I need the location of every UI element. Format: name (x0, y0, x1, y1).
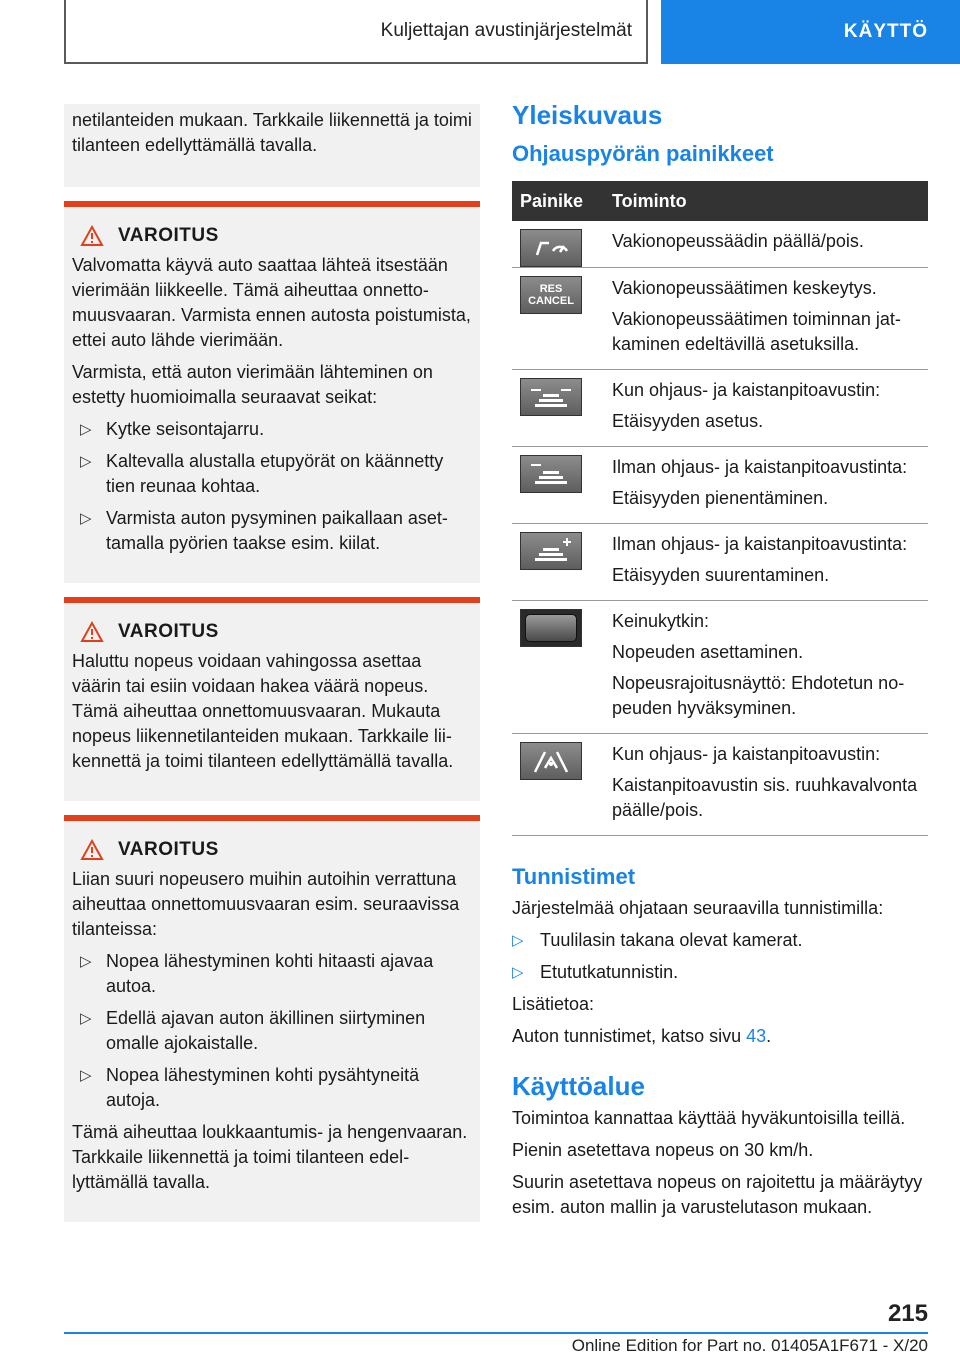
usage-text: Pienin asetettava nopeus on 30 km/h. (512, 1140, 814, 1160)
warning-title: VAROITUS (118, 225, 219, 246)
warning-paragraph: Haluttu nopeus voidaan vahingossa asettaa väärin tai esiin voidaan hakea väärä nopeus. Tämä aiheuttaa onnettomuusvaaran. Mukauta nopeus liikennetilanteiden mukaan. Tarkkaile liikennettä ja toimi tilanteen edellyttämällä tavalla. (72, 651, 454, 771)
rocker-switch-icon (520, 609, 582, 647)
list-item: ▷ Nopea lähestyminen kohti hitaasti ajavaa autoa. (80, 951, 434, 996)
list-item: ▷ Nopea lähestyminen kohti pysähtyneitä autoja. (80, 1065, 420, 1110)
distance-icon (520, 378, 582, 416)
triangle-bullet-icon: ▷ (80, 421, 92, 438)
heading-overview: Yleiskuvaus (512, 100, 663, 130)
warning-paragraph: Tämä aiheuttaa loukkaantumis- ja hengenvaaran. Tarkkaile liikennettä ja toimi tilanteen edellyttämällä tavalla. (72, 1122, 468, 1192)
triangle-bullet-icon: ▷ (80, 1010, 92, 1027)
triangle-bullet-icon: ▷ (80, 453, 92, 470)
footer-divider (64, 1332, 928, 1334)
sensors-intro: Järjestelmää ohjataan seuraavilla tunnistimilla: (512, 898, 884, 918)
table-row: Vakionopeussäädin päällä/pois. (512, 221, 928, 268)
usage-text: Suurin asetettava nopeus on rajoitettu ja määräytyy esim. auton mallin ja varustelutason mukaan. (512, 1172, 923, 1217)
warning-title: VAROITUS (118, 839, 219, 860)
table-row: Ilman ohjaus- ja kaistanpitoavustinta: Etäisyyden suurentaminen. (512, 524, 928, 601)
footer-edition: Online Edition for Part no. 01405A1F671 - X/20 (571, 1336, 928, 1355)
triangle-bullet-icon: ▷ (80, 510, 92, 527)
distance-minus-icon (520, 455, 582, 493)
warning-triangle-icon (80, 621, 104, 643)
list-item: ▷ Tuulilasin takana olevat kamerat. (512, 928, 928, 953)
cruise-control-icon (520, 229, 582, 267)
more-info-text: Auton tunnistimet, katso sivu 43. (512, 1026, 772, 1046)
triangle-bullet-icon: ▷ (512, 964, 524, 981)
more-info-label: Lisätietoa: (512, 994, 595, 1014)
left-column (64, 104, 480, 1222)
table-row: Ilman ohjaus- ja kaistanpitoavustinta: Etäisyyden pienentäminen. (512, 447, 928, 524)
heading-sensors: Tunnistimet (512, 864, 636, 889)
table-row: Kun ohjaus- ja kaistanpitoavustin: Kaistanpitoavustin sis. ruuhkavalvonta päälle/pois. (512, 734, 928, 836)
warning-triangle-icon (80, 839, 104, 861)
table-row: Keinukytkin: Nopeuden asettaminen. Nopeusrajoitusnäyttö: Ehdotetun nopeuden hyväksyminen. (512, 601, 928, 734)
continued-text-box (64, 104, 480, 187)
warning-paragraph: Varmista, että auton vierimään lähteminen on estetty huomioimalla seuraavat seikat: (72, 362, 433, 407)
list-item: ▷ Edellä ajavan auton äkillinen siirtyminen omalle ajokaistalle. (80, 1008, 426, 1053)
triangle-bullet-icon: ▷ (80, 1067, 92, 1084)
chapter-tab: KÄYTTÖ (661, 0, 960, 64)
distance-plus-icon (520, 532, 582, 570)
warning-triangle-icon (80, 225, 104, 247)
buttons-table (512, 181, 928, 836)
warning-paragraph: Liian suuri nopeusero muihin autoihin verrattuna aiheuttaa onnettomuusvaaran esim. seuraavissa tilanteissa: (72, 869, 460, 939)
warning-list (72, 417, 472, 556)
usage-text: Toimintoa kannattaa käyttää hyväkuntoisilla teillä. (512, 1108, 906, 1128)
list-item: ▷ Etututkatunnistin. (512, 960, 928, 985)
list-item: ▷ Kaltevalla alustalla etupyörät on käännetty tien reunaa kohtaa. (80, 451, 444, 496)
table-header: Toiminto (604, 181, 928, 221)
triangle-bullet-icon: ▷ (80, 953, 92, 970)
warning-box-3 (64, 815, 480, 1222)
res-cancel-icon: RES CANCEL (520, 276, 582, 314)
table-row: Kun ohjaus- ja kaistanpitoavustin: Etäisyyden asetus. (512, 370, 928, 447)
list-item: ▷ Varmista auton pysyminen paikallaan asettamalla pyörien taakse esim. kiilat. (80, 508, 448, 553)
triangle-bullet-icon: ▷ (512, 932, 524, 949)
page-number: 215 (887, 1300, 928, 1327)
warning-box-1 (64, 201, 480, 583)
right-column (512, 100, 928, 1227)
lane-assist-icon (520, 742, 582, 780)
table-header: Painike (512, 181, 604, 221)
warning-paragraph: Valvomatta käyvä auto saattaa lähteä itsestään vierimään liikkeelle. Tämä aiheuttaa onnettomuusvaaran. Varmista ennen autosta poistumista, ettei auto lähde vierimään. (72, 255, 471, 350)
heading-usage: Käyttöalue (512, 1071, 645, 1101)
sensors-list (512, 928, 928, 985)
warning-list (72, 949, 472, 1113)
warning-title: VAROITUS (118, 621, 219, 642)
page-link[interactable]: 43 (746, 1026, 767, 1046)
list-item: ▷ Kytke seisontajarru. (72, 417, 472, 442)
table-row: RES CANCEL Vakionopeussäätimen keskeytys. Vakionopeussäätimen toiminnan jatkaminen edeltävillä asetuksilla. (512, 268, 928, 370)
continued-text: netilanteiden mukaan. Tarkkaile liikennettä ja toimi tilanteen edellyttämällä tavalla. (72, 110, 472, 155)
section-title: Kuljettajan avustinjärjestelmät (64, 0, 648, 64)
heading-steering-buttons: Ohjauspyörän painikkeet (512, 141, 774, 166)
warning-box-2 (64, 597, 480, 801)
page-header (0, 0, 960, 66)
